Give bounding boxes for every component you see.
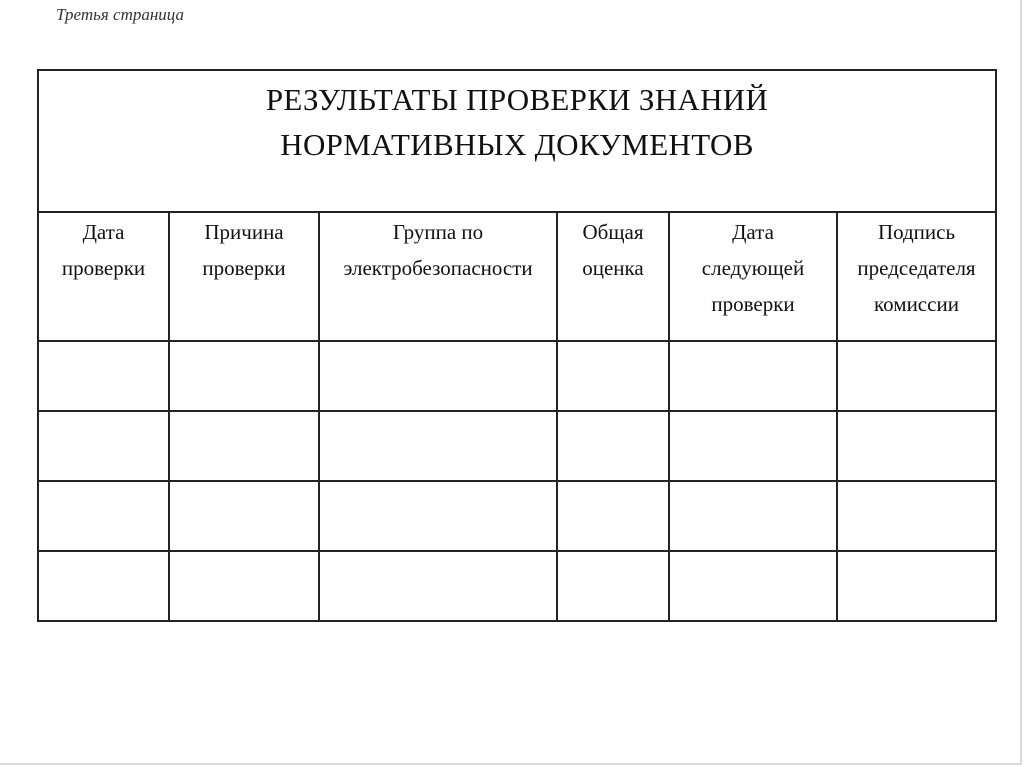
table-title bbox=[38, 70, 996, 212]
header-text: проверки bbox=[202, 256, 286, 280]
table-cell[interactable] bbox=[669, 341, 837, 411]
table-row bbox=[38, 551, 996, 621]
header-text: Группа по bbox=[392, 220, 484, 244]
column-header-overall-grade bbox=[557, 212, 669, 341]
header-text: комиссии bbox=[874, 292, 959, 316]
table-cell[interactable] bbox=[38, 551, 169, 621]
table-cell[interactable] bbox=[669, 411, 837, 481]
table-cell[interactable] bbox=[837, 481, 996, 551]
table-cell[interactable] bbox=[837, 411, 996, 481]
header-text: Дата bbox=[82, 220, 125, 244]
column-header-safety-group bbox=[319, 212, 557, 341]
column-header-chairman-signature bbox=[837, 212, 996, 341]
header-text: оценка bbox=[582, 256, 644, 280]
column-header-inspection-date bbox=[38, 212, 169, 341]
table-cell[interactable] bbox=[169, 481, 319, 551]
table-cell[interactable] bbox=[169, 341, 319, 411]
table-title-line-1: РЕЗУЛЬТАТЫ ПРОВЕРКИ ЗНАНИЙ bbox=[265, 82, 769, 117]
table-cell[interactable] bbox=[557, 341, 669, 411]
table-cell[interactable] bbox=[669, 481, 837, 551]
header-row bbox=[38, 212, 996, 341]
table-row bbox=[38, 411, 996, 481]
table-cell[interactable] bbox=[38, 341, 169, 411]
table-cell[interactable] bbox=[319, 341, 557, 411]
header-text: Подпись bbox=[877, 220, 956, 244]
table-cell[interactable] bbox=[169, 551, 319, 621]
table-cell[interactable] bbox=[837, 551, 996, 621]
table-body bbox=[38, 341, 996, 621]
table-cell[interactable] bbox=[557, 551, 669, 621]
header-text: проверки bbox=[711, 292, 795, 316]
table-row bbox=[38, 481, 996, 551]
header-text: следующей bbox=[701, 256, 805, 280]
table-cell[interactable] bbox=[38, 481, 169, 551]
table-cell[interactable] bbox=[319, 411, 557, 481]
page-label: Третья страница bbox=[56, 5, 184, 24]
table-cell[interactable] bbox=[319, 551, 557, 621]
table-cell[interactable] bbox=[557, 411, 669, 481]
table-cell[interactable] bbox=[669, 551, 837, 621]
column-header-inspection-reason bbox=[169, 212, 319, 341]
column-header-next-inspection-date bbox=[669, 212, 837, 341]
table-cell[interactable] bbox=[169, 411, 319, 481]
table-row bbox=[38, 341, 996, 411]
table-cell[interactable] bbox=[319, 481, 557, 551]
header-text: Дата bbox=[732, 220, 774, 244]
table-cell[interactable] bbox=[38, 411, 169, 481]
header-text: электробезопасности bbox=[343, 256, 533, 280]
table-cell[interactable] bbox=[557, 481, 669, 551]
header-text: Причина bbox=[204, 220, 284, 244]
table-title-line-2: НОРМАТИВНЫХ ДОКУМЕНТОВ bbox=[280, 127, 754, 162]
title-row bbox=[38, 70, 996, 212]
header-text: проверки bbox=[61, 256, 146, 280]
header-text: председателя bbox=[857, 256, 976, 280]
results-table bbox=[37, 69, 997, 622]
table-cell[interactable] bbox=[837, 341, 996, 411]
header-text: Общая bbox=[582, 220, 644, 244]
